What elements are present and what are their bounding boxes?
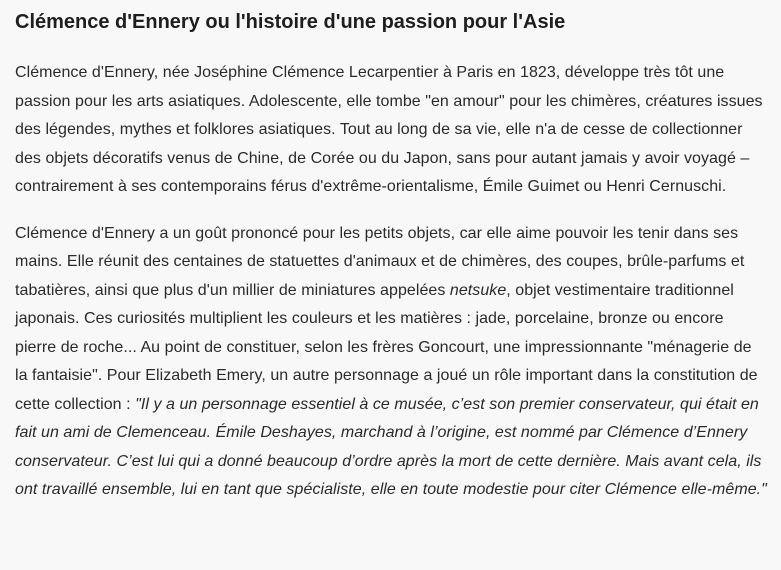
article-paragraph-2 [15,220,767,505]
article-paragraph-1: Clémence d'Ennery, née Joséphine Clémence Lecarpentier à Paris en 1823, développe très tôt une passion pour les arts asiatiques. Adolescente, elle tombe "en amour" pour les chimères, créatures issues des légendes, mythes et folklores asiatiques. Tout au long de sa vie, elle n'a de cesse de collectionner des objets décoratifs venus de Chine, de Corée ou du Japon, sans pour autant jamais y avoir voyagé – contrairement à ses contemporains férus d'extrême-orientalisme, Émile Guimet ou Henri Cernuschi. [15,64,763,195]
paragraph-2-text-middle: , objet vestimentaire traditionnel japonais. Ces curiosités multiplient les couleurs et les matières : jade, porcelaine, bronze ou encore pierre de roche... Au point de constituer, selon les frères Goncourt, une impressionnante "ménagerie de la fantaisie". Pour Elizabeth Emery, un autre personnage a joué un rôle important dans la constitution de cette collection : [15,281,758,413]
paragraph-2-text-start: Clémence d'Ennery a un goût prononcé pour les petits objets, car elle aime pouvoir les tenir dans ses mains. Elle réunit des centaines de statuettes d'animaux et de chimères, des coupes, brûle-parfums et tabatières, ainsi que plus d'un millier de miniatures appelées [15,224,745,299]
article-heading: Clémence d'Ennery ou l'histoire d'une passion pour l'Asie [15,11,566,33]
netsuke-term: netsuke [449,281,507,299]
deshayes-quote: "Il y a un personnage essentiel à ce musée, c’est son premier conservateur, qui était en fait un ami de Clemenceau. Émile Deshayes, marchand à l’origine, est nommé par Clémence d’Ennery conservateur. C’est lui qui a donné beaucoup d’ordre après la mort de cette dernière. Mais avant cela, ils ont travaillé ensemble, lui en tant que spécialiste, elle en toute modestie pour citer Clémence elle-même." [15,395,767,498]
